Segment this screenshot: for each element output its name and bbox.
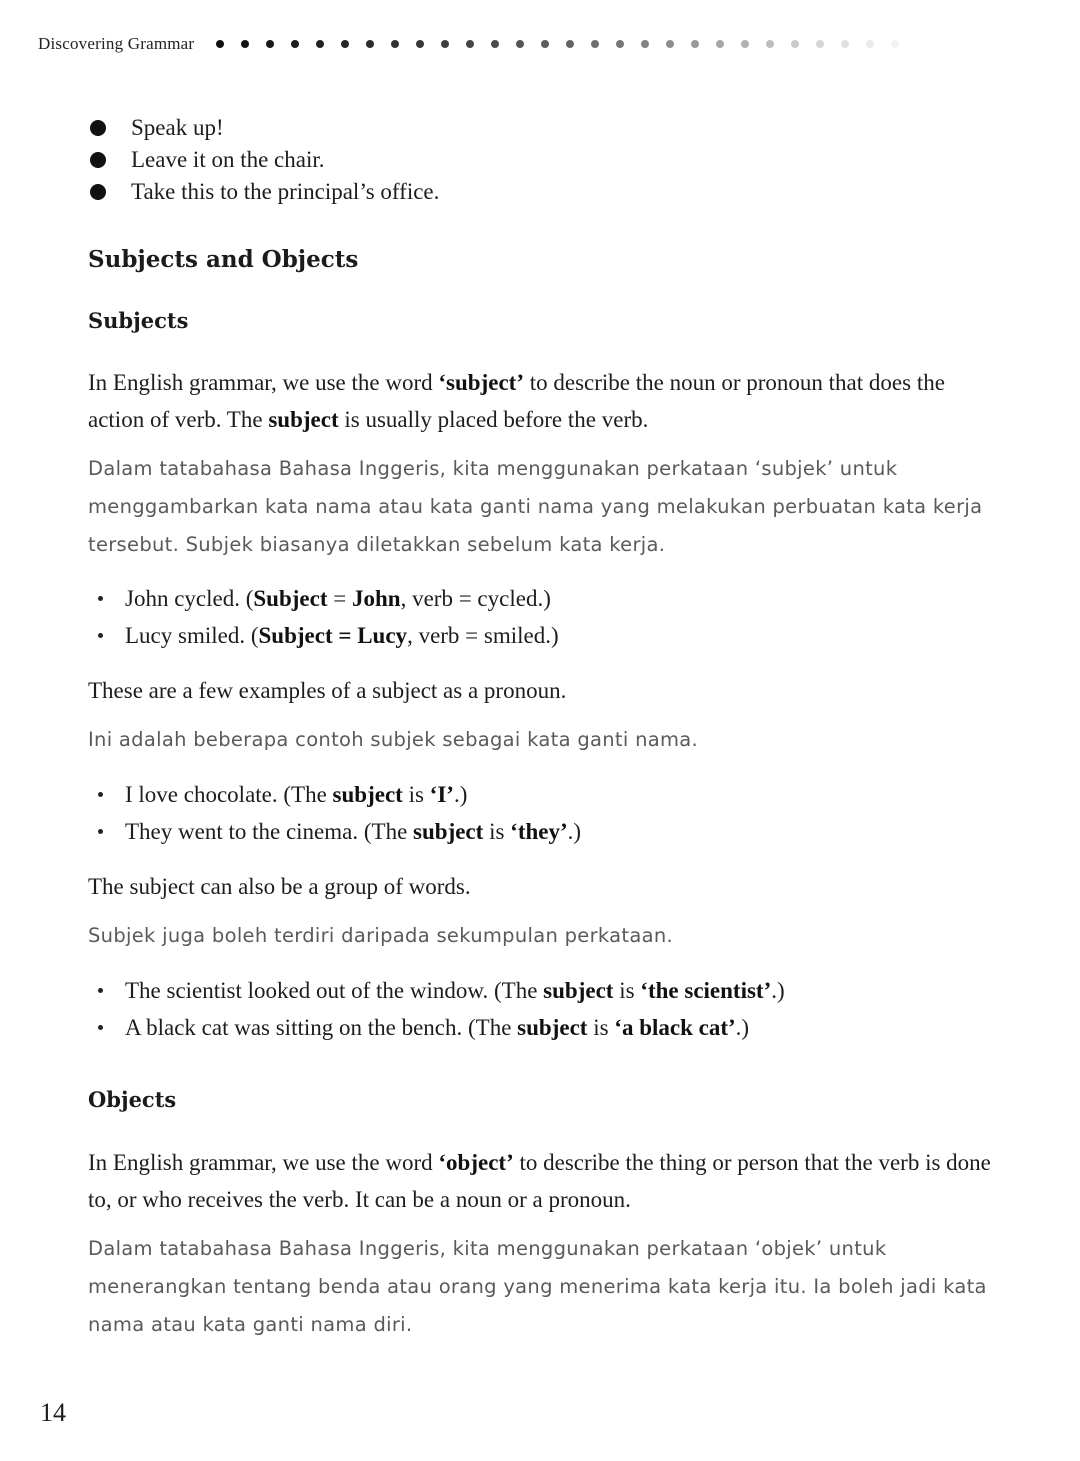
subjects-definition-malay: Dalam tatabahasa Bahasa Inggeris, kita menggunakan perkataan ‘subjek’ untuk menggambarkan kata nama atau kata ganti nama yang melakukan perbuatan kata kerja tersebut. Subjek biasanya diletakkan sebelum kata kerja. bbox=[88, 457, 983, 556]
header-dot bbox=[391, 40, 399, 48]
header-dot bbox=[816, 40, 824, 48]
running-header bbox=[38, 34, 916, 54]
header-dot bbox=[866, 40, 874, 48]
list-item: They went to the cinema. (The subject is ‘they’.) bbox=[96, 813, 581, 850]
header-dot bbox=[541, 40, 549, 48]
header-dot bbox=[616, 40, 624, 48]
header-dot bbox=[841, 40, 849, 48]
objects-definition-malay: Dalam tatabahasa Bahasa Inggeris, kita menggunakan perkataan ‘objek’ untuk menerangkan tentang benda atau orang yang menerima kata kerja itu. Ia boleh jadi kata nama atau kata ganti nama diri. bbox=[88, 1237, 987, 1336]
header-dot bbox=[766, 40, 774, 48]
header-dot bbox=[441, 40, 449, 48]
header-dot bbox=[466, 40, 474, 48]
header-dot bbox=[591, 40, 599, 48]
header-dot bbox=[566, 40, 574, 48]
header-dot bbox=[366, 40, 374, 48]
objects-heading: Objects bbox=[88, 1087, 177, 1112]
decorative-dot-row bbox=[216, 40, 916, 48]
list-item: A black cat was sitting on the bench. (The subject is ‘a black cat’.) bbox=[96, 1009, 785, 1046]
header-dot bbox=[266, 40, 274, 48]
subjects-heading: Subjects bbox=[88, 308, 189, 333]
header-dot bbox=[291, 40, 299, 48]
intro-bullet-list bbox=[88, 112, 439, 208]
list-item: Leave it on the chair. bbox=[88, 144, 439, 176]
objects-definition: In English grammar, we use the word ‘object’ to describe the thing or person that the verb is done to, or who receives the verb. It can be a noun or a pronoun. bbox=[88, 1150, 991, 1212]
list-item: The scientist looked out of the window. (The subject is ‘the scientist’.) bbox=[96, 972, 785, 1009]
subject-pronoun-examples bbox=[96, 776, 581, 850]
pronoun-intro-malay: Ini adalah beberapa contoh subjek sebagai kata ganti nama. bbox=[88, 728, 699, 751]
list-item: Speak up! bbox=[88, 112, 439, 144]
header-dot bbox=[516, 40, 524, 48]
list-item: I love chocolate. (The subject is ‘I’.) bbox=[96, 776, 581, 813]
list-item: Lucy smiled. (Subject = Lucy, verb = smiled.) bbox=[96, 617, 559, 654]
header-dot bbox=[666, 40, 674, 48]
subject-group-examples bbox=[96, 972, 785, 1046]
header-dot bbox=[241, 40, 249, 48]
header-dot bbox=[891, 40, 899, 48]
header-dot bbox=[416, 40, 424, 48]
header-dot bbox=[791, 40, 799, 48]
section-title: Subjects and Objects bbox=[88, 246, 359, 273]
subject-noun-examples bbox=[96, 580, 559, 654]
header-dot bbox=[716, 40, 724, 48]
list-item: John cycled. (Subject = John, verb = cycled.) bbox=[96, 580, 559, 617]
list-item: Take this to the principal’s office. bbox=[88, 176, 439, 208]
running-header-title: Discovering Grammar bbox=[38, 34, 195, 53]
header-dot bbox=[216, 40, 224, 48]
header-dot bbox=[691, 40, 699, 48]
header-dot bbox=[491, 40, 499, 48]
group-intro-malay: Subjek juga boleh terdiri daripada sekumpulan perkataan. bbox=[88, 924, 674, 947]
page-number: 14 bbox=[40, 1398, 66, 1427]
subjects-definition: In English grammar, we use the word ‘subject’ to describe the noun or pronoun that does the action of verb. The subject is usually placed before the verb. bbox=[88, 370, 945, 432]
group-intro: The subject can also be a group of words. bbox=[88, 874, 471, 899]
header-dot bbox=[641, 40, 649, 48]
header-dot bbox=[316, 40, 324, 48]
header-dot bbox=[341, 40, 349, 48]
pronoun-intro: These are a few examples of a subject as a pronoun. bbox=[88, 678, 567, 703]
header-dot bbox=[741, 40, 749, 48]
